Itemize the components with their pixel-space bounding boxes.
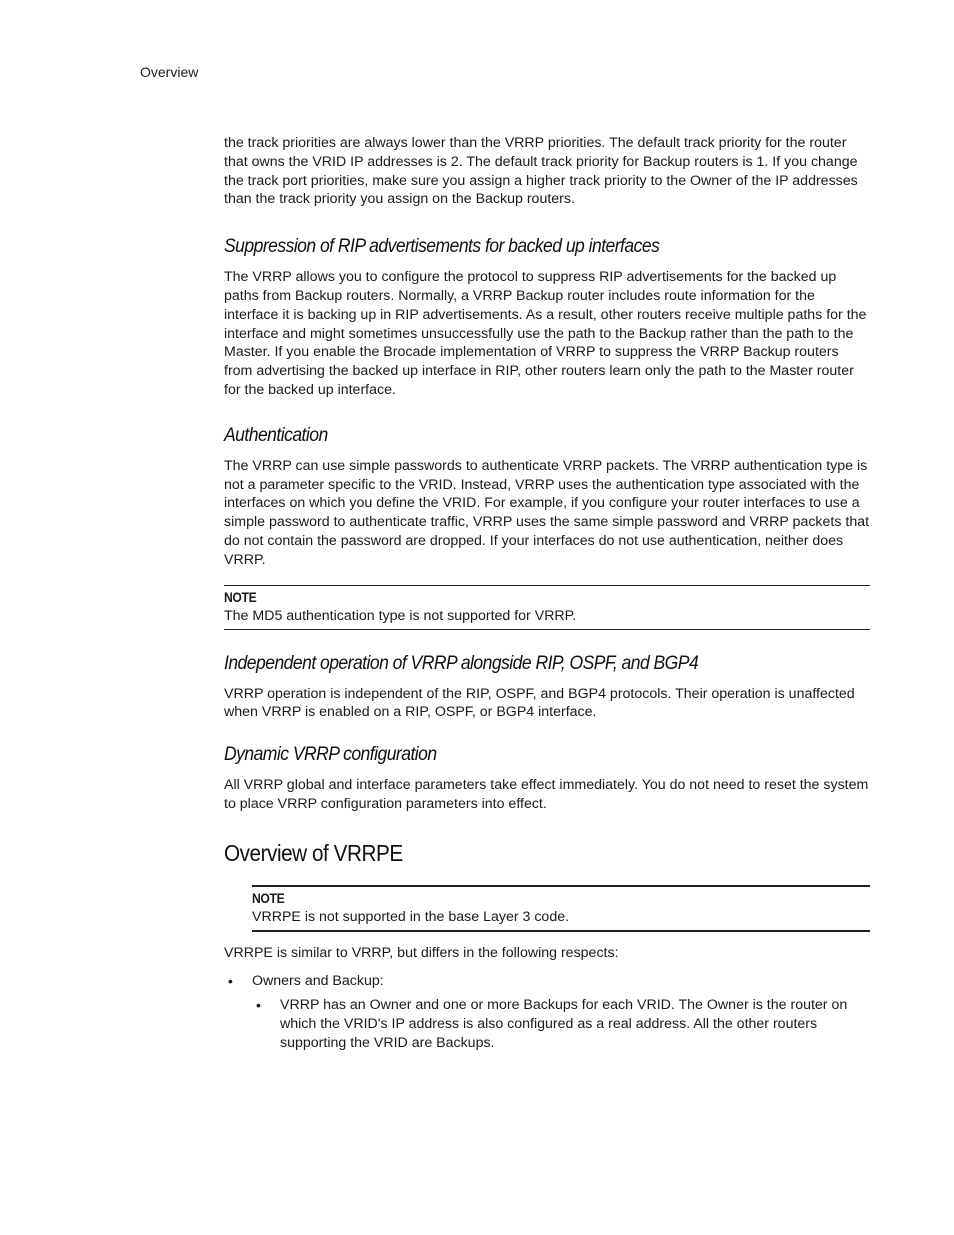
section-heading-authentication: Authentication xyxy=(224,423,328,446)
list-item-text: VRRP has an Owner and one or more Backups for each VRID. The Owner is the router on which the VRID's IP address is also configured as a real address. All the other routers supporting the VRID are Backups. xyxy=(280,997,848,1051)
vrrpe-paragraph: VRRPE is similar to VRRP, but differs in the following respects: xyxy=(224,944,619,961)
bullet-marker: • xyxy=(256,997,261,1014)
running-header: Overview xyxy=(140,64,199,80)
list-item xyxy=(256,996,870,1052)
vrrpe-note xyxy=(252,885,870,932)
list-item-text: Owners and Backup: xyxy=(252,972,384,989)
authentication-note xyxy=(224,585,870,630)
note-text: The MD5 authentication type is not supported for VRRP. xyxy=(224,607,577,624)
section-heading-vrrpe: Overview of VRRPE xyxy=(224,839,403,866)
intro-paragraph: the track priorities are always lower than the VRRP priorities. The default track priority for the router that owns the VRID IP addresses is 2. The default track priority for Backup routers is 1. If you change the track port priorities, make sure you assign a higher track priority to the Owner of the IP addresses than the track priority you assign on the Backup routers. xyxy=(224,135,858,208)
independent-paragraph: VRRP operation is independent of the RIP, OSPF, and BGP4 protocols. Their operation is unaffected when VRRP is enabled on a RIP, OSPF, or BGP4 interface. xyxy=(224,685,855,721)
suppression-paragraph: The VRRP allows you to configure the protocol to suppress RIP advertisements for the backed up paths from Backup routers. Normally, a VRRP Backup router includes route information for the interface it is backing up in RIP advertisements. As a result, other routers receive multiple paths for the interface and might sometimes unsuccessfully use the path to the Backup rather than the path to the Master. If you enable the Brocade implementation of VRRP to suppress the VRRP Backup routers from advertising the backed up interface in RIP, other routers learn only the path to the Master router for the backed up interface. xyxy=(224,269,867,398)
section-heading-suppression: Suppression of RIP advertisements for backed up interfaces xyxy=(224,235,660,258)
page-content xyxy=(224,134,870,1053)
dynamic-paragraph: All VRRP global and interface parameters take effect immediately. You do not need to reset the system to place VRRP configuration parameters into effect. xyxy=(224,777,869,812)
bullet-list xyxy=(228,972,870,991)
note-label: NOTE xyxy=(252,890,285,906)
note-text: VRRPE is not supported in the base Layer 3 code. xyxy=(252,908,570,925)
section-heading-independent: Independent operation of VRRP alongside RIP, OSPF, and BGP4 xyxy=(224,651,699,674)
note-label: NOTE xyxy=(224,589,257,605)
section-heading-dynamic: Dynamic VRRP configuration xyxy=(224,743,437,766)
list-item xyxy=(228,972,870,991)
bullet-marker: • xyxy=(228,972,233,989)
sub-bullet-list xyxy=(256,996,870,1052)
authentication-paragraph: The VRRP can use simple passwords to authenticate VRRP packets. The VRRP authentication type is not a parameter specific to the VRID. Instead, VRRP uses the authentication type associated with the interfaces on which you define the VRID. For example, if you configure your router interfaces to use a simple password to authenticate traffic, VRRP uses the same simple password and VRRP packets that do not contain the password are dropped. If your interfaces do not use authentication, neither does VRRP. xyxy=(224,457,870,568)
